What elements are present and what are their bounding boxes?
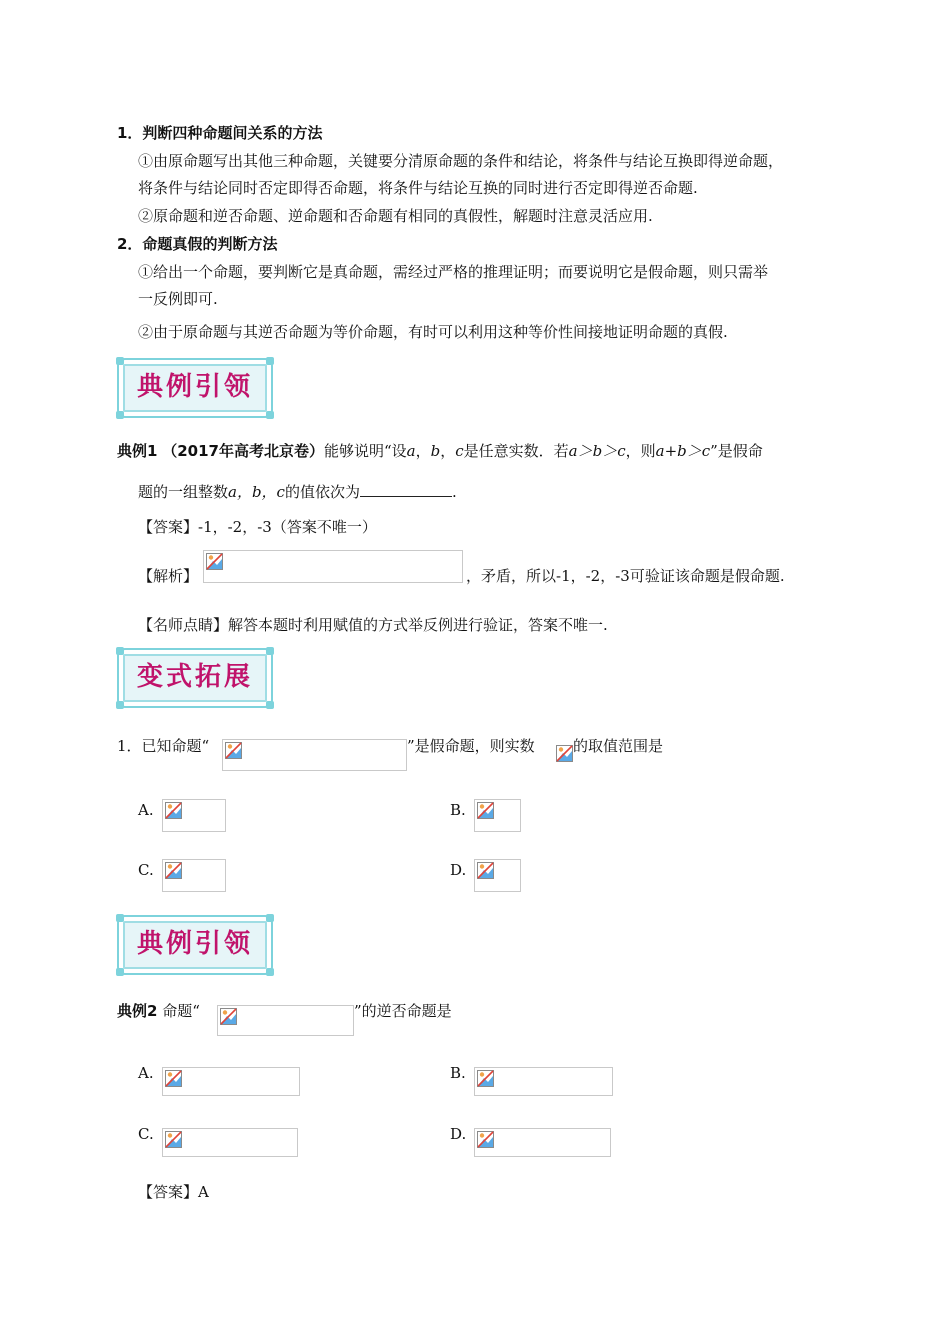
variant-1-question-end: 的取值范围是 [573,737,664,755]
section-1-title: 1．判断四种命题间关系的方法 [117,124,323,142]
banner-text: 典例引领 [136,929,253,959]
variant-1-option-c-label[interactable]: C. [138,861,154,879]
section-1-paragraph-1-line-2: 将条件与结论同时否定即得否命题，将条件与结论互换的同时进行否定即得逆否命题. [138,179,698,197]
example-2-question-start: 典例2 命题“ [117,1002,200,1020]
example-2-proposition-image [217,1005,354,1036]
answer-blank[interactable] [360,482,452,497]
variant-1-question-mid: ”是假命题，则实数 [407,737,535,755]
section-1-paragraph-1-line-1: ①由原命题写出其他三种命题，关键要分清原命题的条件和结论，将条件与结论互换即得逆命题， [138,152,784,170]
example-1-analysis-text: ，矛盾，所以-1，-2，-3可验证该命题是假命题. [466,567,785,585]
banner-text: 变式拓展 [136,662,253,692]
example-2-option-a-label[interactable]: A. [138,1064,154,1082]
variant-1-option-c-image[interactable] [162,859,226,892]
example-1-tip: 【名师点睛】解答本题时利用赋值的方式举反例进行验证，答案不唯一. [138,616,608,634]
example-1-question-line-1: 典例1 （2017年高考北京卷）能够说明“设a，b，c是任意实数．若a＞b＞c，则a+b＞c”是假命 [117,442,763,460]
example-1-analysis-label: 【解析】 [138,567,199,585]
section-2-paragraph-2: ②由于原命题与其逆否命题为等价命题，有时可以利用这种等价性间接地证明命题的真假. [138,323,728,341]
variant-1-option-d-label[interactable]: D. [450,861,467,879]
broken-image-icon [225,742,242,759]
example-2-option-b-image[interactable] [474,1067,613,1096]
example-1-source: （2017年高考北京卷） [162,442,324,460]
variant-1-question-start: 1．已知命题“ [117,737,210,755]
example-2-option-a-image[interactable] [162,1067,300,1096]
example-1-answer: 【答案】-1，-2，-3（答案不唯一） [138,518,377,536]
example-lead-banner [117,915,273,975]
broken-image-icon [556,745,573,762]
variant-1-option-d-image[interactable] [474,859,521,892]
section-2-title: 2．命题真假的判断方法 [117,235,278,253]
section-2-paragraph-1-line-2: 一反例即可. [138,290,218,308]
broken-image-icon [165,1070,182,1087]
broken-image-icon [165,1131,182,1148]
broken-image-icon [165,802,182,819]
variant-1-proposition-image [222,739,407,771]
example-2-question-end: ”的逆否命题是 [354,1002,452,1020]
broken-image-icon [477,862,494,879]
section-1-paragraph-2: ②原命题和逆否命题、逆命题和否命题有相同的真假性，解题时注意灵活应用. [138,207,653,225]
variant-1-option-a-image[interactable] [162,799,226,832]
broken-image-icon [477,1131,494,1148]
example-2-option-d-label[interactable]: D. [450,1125,467,1143]
example-2-answer: 【答案】A [138,1183,209,1201]
banner-text: 典例引领 [136,372,253,402]
variant-1-option-b-label[interactable]: B. [450,801,466,819]
variable-image [556,745,573,762]
section-2-paragraph-1-line-1: ①给出一个命题，要判断它是真命题，需经过严格的推理证明；而要说明它是假命题，则只需举 [138,263,769,281]
example-2-option-d-image[interactable] [474,1128,611,1157]
example-lead-banner [117,358,273,418]
example-2-label: 典例2 [117,1002,158,1020]
broken-image-icon [477,802,494,819]
analysis-formula-image [203,550,463,583]
example-2-option-c-label[interactable]: C. [138,1125,154,1143]
example-2-option-c-image[interactable] [162,1128,298,1157]
broken-image-icon [206,553,223,570]
example-2-option-b-label[interactable]: B. [450,1064,466,1082]
variant-1-option-b-image[interactable] [474,799,521,832]
broken-image-icon [220,1008,237,1025]
example-1-question-line-2: 题的一组整数a，b，c的值依次为 . [138,483,457,501]
broken-image-icon [165,862,182,879]
variant-1-option-a-label[interactable]: A. [138,801,154,819]
broken-image-icon [477,1070,494,1087]
example-1-label: 典例1 [117,442,158,460]
variant-banner [117,648,273,708]
